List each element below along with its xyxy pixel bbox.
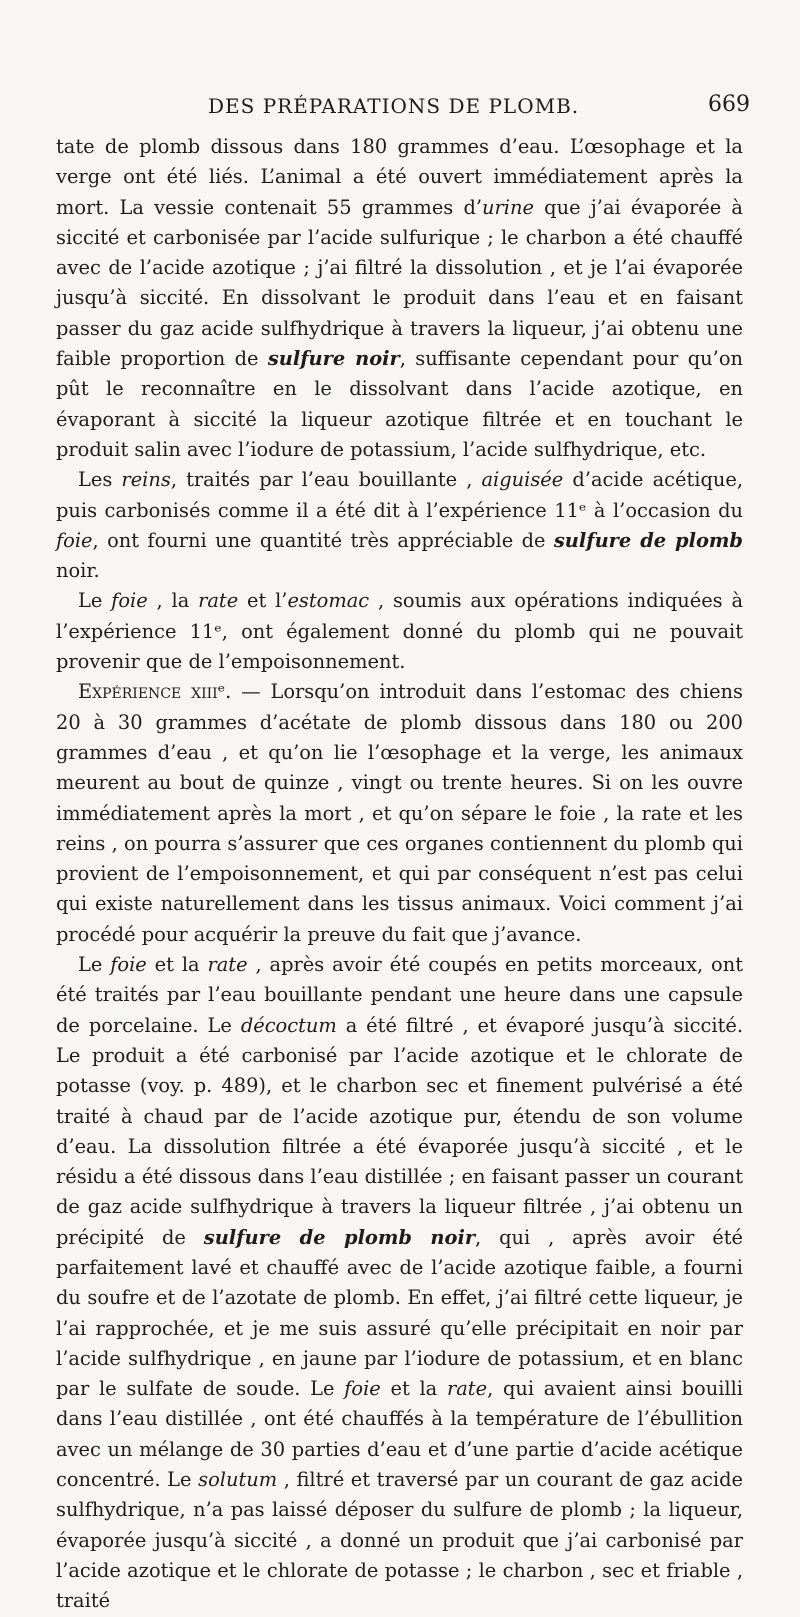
italic-term: reins	[121, 468, 171, 492]
italic-term: foie	[344, 1377, 381, 1401]
text-run: d’acide acétique, puis carbonisés comme il a été dit à l’expérience 11ᵉ à l’occasion du	[56, 468, 744, 522]
text-run: Le	[78, 953, 111, 977]
text-run: Le	[78, 589, 112, 613]
italic-term: estomac	[287, 589, 370, 613]
text-run: , après avoir été coupés en petits morceaux, ont été traités par l’eau bouillante pendant une heure dans une capsule de porcelaine. Le	[56, 953, 743, 1037]
text-run: , filtré et traversé par un courant de gaz acide sulfhydrique, n’a pas laissé déposer du sulfure de plomb ; la liqueur, évaporée jusqu’à siccité , a donné un produit que j’ai carbonisé par l’acide azotique et le chlorate de potasse ; le charbon , sec et friable , traité	[56, 1468, 743, 1613]
text-run: — Lorsqu’on introduit dans l’estomac des chiens 20 à 30 grammes d’acétate de plomb dissous dans 180 ou 200 grammes d’eau , et qu’on lie l’œsophage et la verge, les animaux meurent au bout de quinze , vingt ou trente heures. Si on les ouvre immédiatement après la mort , et qu’on sépare le foie , la rate et les reins , on pourra s’assurer que ces organes contiennent du plomb qui provient de l’empoisonnement, et qui par conséquent n’est pas celui qui existe naturellement dans les tissus animaux. Voici comment j’ai procédé pour acquérir la preuve du fait que j’avance.	[56, 680, 743, 946]
running-title: DES PRÉPARATIONS DE PLOMB.	[208, 94, 580, 118]
experiment-heading: Expérience xiiiᵉ.	[78, 680, 232, 704]
italic-term: foie	[56, 528, 93, 552]
page-number: 669	[708, 92, 750, 117]
text-run: et la	[146, 953, 208, 977]
text-run: que j’ai évaporée à siccité et carbonisée par l’acide sulfurique ; le charbon a été chauffé avec de l’acide azotique ; j’ai filtré la dissolution , et je l’ai évaporée jusqu’à siccité. En dissolvant le produit dans l’eau et en faisant passer du gaz acide sulfhydrique à travers la liqueur, j’ai obtenu une faible proportion de	[56, 195, 743, 371]
bold-term: sulfure noir	[267, 347, 400, 371]
paragraph	[56, 677, 743, 950]
paragraph	[56, 465, 743, 586]
text-run: a été filtré , et évaporé jusqu’à siccité. Le produit a été carbonisé par l’acide azotique et le chlorate de potasse (voy. p. 489), et le charbon sec et finement pulvérisé a été traité à chaud par de l’acide azotique pur, étendu de son volume d’eau. La dissolution filtrée a été évaporée jusqu’à siccité , et le résidu a été dissous dans l’eau distillée ; en faisant passer un courant de gaz acide sulfhydrique à travers la liqueur filtrée , j’ai obtenu un précipité de	[56, 1013, 743, 1249]
bold-term: sulfure de plomb	[553, 528, 743, 552]
text-run: , ont fourni une quantité très appréciable de	[92, 528, 554, 552]
text-run: , suffisante cependant pour qu’on pût le reconnaître en le dissolvant dans l’acide azotique, en évaporant à siccité la liqueur azotique filtrée et en touchant le produit salin avec l’iodure de potassium, l’acide sulfhydrique, etc.	[56, 347, 743, 461]
bold-term: sulfure de plomb noir	[203, 1225, 476, 1249]
text-run: et la	[380, 1377, 447, 1401]
paragraph	[56, 586, 743, 677]
italic-term: foie	[111, 589, 148, 613]
text-run: , qui , après avoir été parfaitement lavé et chauffé avec de l’acide azotique faible, a fourni du soufre et de l’azotate de plomb. En effet, j’ai filtré cette liqueur, je l’ai rapprochée, et je me suis assuré qu’elle précipitait en noir par l’acide sulfhydrique , en jaune par l’iodure de potassium, et en blanc par le sulfate de soude. Le	[56, 1225, 743, 1401]
italic-term: rate	[198, 589, 239, 613]
text-run: , soumis aux opérations indiquées à l’expérience 11ᵉ, ont également donné du plomb qui ne pouvait provenir que de l’empoisonnement.	[56, 589, 744, 674]
text-run: , qui avaient ainsi bouilli dans l’eau distillée , ont été chauffés à la température de l’ébullition avec un mélange de 30 parties d’eau et d’une partie d’acide acétique concentré. Le	[56, 1377, 743, 1492]
text-run: , traités par l’eau bouillante ,	[170, 468, 482, 492]
paragraph	[56, 950, 743, 1617]
italic-term: aiguisée	[481, 468, 564, 492]
italic-term: foie	[110, 953, 147, 977]
italic-term: solutum	[198, 1468, 278, 1492]
italic-term: décoctum	[240, 1013, 337, 1037]
italic-term: rate	[446, 1377, 488, 1401]
paragraph	[56, 132, 743, 465]
page-header	[0, 92, 800, 126]
text-run: noir.	[56, 559, 100, 583]
text-run: Les	[78, 468, 122, 492]
text-run: tate de plomb dissous dans 180 grammes d’eau. L’œsophage et la verge ont été liés. L’animal a été ouvert immédiatement après la mort. La vessie contenait 55 grammes d’	[56, 135, 743, 219]
text-run: et l’	[238, 589, 288, 613]
italic-term: urine	[482, 195, 534, 219]
italic-term: rate	[207, 953, 248, 977]
body-text	[56, 132, 743, 1617]
text-run: , la	[147, 589, 199, 613]
